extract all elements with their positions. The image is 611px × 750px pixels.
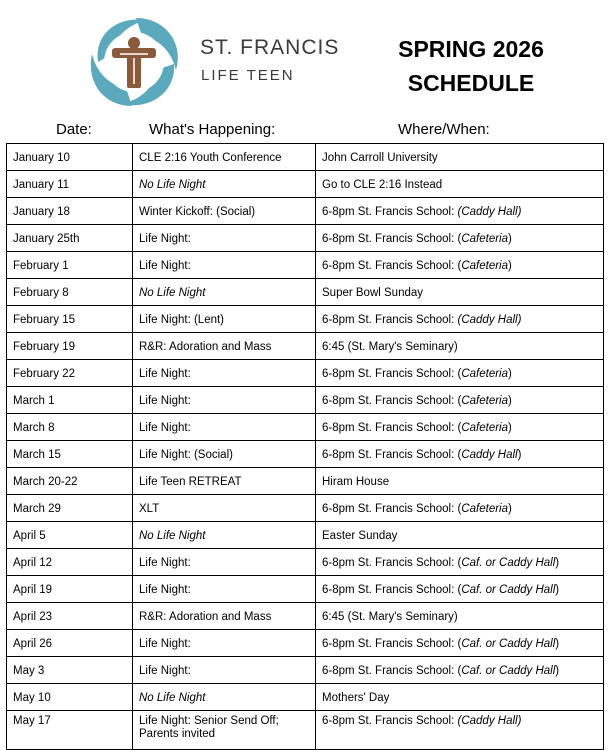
date-cell: March 29 [7, 495, 133, 522]
schedule-table [6, 143, 604, 750]
table-row [7, 576, 604, 603]
event-cell: Life Night: (Lent) [133, 306, 316, 333]
location-cell [316, 252, 604, 279]
room-name: (Caddy Hall) [457, 715, 522, 727]
event-cell: Life Night: [133, 630, 316, 657]
table-row [7, 468, 604, 495]
table-row [7, 306, 604, 333]
room-name: Cafeteria [461, 259, 508, 272]
room-name: (Caddy Hall) [457, 313, 522, 326]
location-cell [316, 198, 604, 225]
table-row [7, 387, 604, 414]
location-text: 6-8pm St. Francis School: ( [322, 367, 462, 380]
room-name: (Caddy Hall) [457, 205, 522, 218]
event-cell: XLT [133, 495, 316, 522]
event-cell: No Life Night [133, 684, 316, 711]
date-cell: May 3 [7, 657, 133, 684]
event-cell: Life Night: [133, 657, 316, 684]
location-cell [316, 441, 604, 468]
org-name: ST. FRANCIS [200, 36, 340, 59]
date-cell: March 20-22 [7, 468, 133, 495]
location-cell [316, 333, 604, 360]
location-cell [316, 603, 604, 630]
column-headers [0, 121, 611, 141]
event-cell: Winter Kickoff: (Social) [133, 198, 316, 225]
date-cell: February 19 [7, 333, 133, 360]
event-cell: R&R: Adoration and Mass [133, 603, 316, 630]
table-row [7, 684, 604, 711]
date-cell: April 23 [7, 603, 133, 630]
location-cell [316, 576, 604, 603]
title-line-1: SPRING 2026 [398, 36, 544, 62]
location-cell [316, 684, 604, 711]
date-cell: February 15 [7, 306, 133, 333]
location-cell [316, 279, 604, 306]
table-row [7, 495, 604, 522]
room-name: Cafeteria [461, 394, 508, 407]
location-text: 6-8pm St. Francis School: [322, 313, 458, 326]
org-subtitle: LIFE TEEN [201, 67, 295, 84]
location-text: 6:45 (St. Mary's Seminary) [322, 340, 458, 353]
table-row [7, 252, 604, 279]
date-cell: March 8 [7, 414, 133, 441]
table-row [7, 657, 604, 684]
table-row [7, 279, 604, 306]
date-cell: January 11 [7, 171, 133, 198]
room-name: Cafeteria [461, 421, 508, 434]
location-cell [316, 360, 604, 387]
table-row [7, 171, 604, 198]
location-cell [316, 468, 604, 495]
room-name: Cafeteria [461, 502, 508, 515]
date-cell: May 17 [7, 711, 133, 750]
room-name: Caf. or Caddy Hall [461, 556, 556, 569]
date-cell: February 8 [7, 279, 133, 306]
location-cell [316, 711, 604, 750]
tau-cross-head [128, 37, 140, 49]
location-text: 6-8pm St. Francis School: [322, 715, 458, 727]
location-text: 6-8pm St. Francis School: ( [322, 232, 462, 245]
date-cell: February 22 [7, 360, 133, 387]
location-text: Mothers' Day [322, 691, 390, 704]
location-text: 6-8pm St. Francis School: [322, 205, 458, 218]
event-cell: No Life Night [133, 522, 316, 549]
event-cell: Life Night: [133, 549, 316, 576]
room-name: Cafeteria [461, 232, 508, 245]
date-cell: March 15 [7, 441, 133, 468]
table-row [7, 603, 604, 630]
date-cell: February 1 [7, 252, 133, 279]
location-suffix: ) [508, 421, 512, 434]
event-cell: Life Night: [133, 387, 316, 414]
location-suffix: ) [555, 664, 560, 677]
room-name: Caf. or Caddy Hall [461, 583, 556, 596]
event-cell: No Life Night [133, 279, 316, 306]
location-text: 6-8pm St. Francis School: ( [322, 583, 462, 596]
location-cell [316, 414, 604, 441]
location-cell [316, 549, 604, 576]
location-text: 6-8pm St. Francis School: ( [322, 664, 462, 677]
title-line-2: SCHEDULE [407, 70, 535, 96]
event-cell: Life Night: (Social) [133, 441, 316, 468]
location-cell [316, 630, 604, 657]
room-name: Caf. or Caddy Hall [461, 664, 556, 677]
header-what: What's Happening: [149, 121, 276, 138]
location-text: 6-8pm St. Francis School: ( [322, 394, 462, 407]
table-row [7, 630, 604, 657]
location-text: 6-8pm St. Francis School: ( [322, 259, 462, 272]
room-name: Caddy Hall [461, 448, 518, 461]
location-text: 6-8pm St. Francis School: ( [322, 637, 462, 650]
table-row [7, 360, 604, 387]
org-name-block [200, 36, 339, 86]
date-cell: March 1 [7, 387, 133, 414]
header-date: Date: [56, 121, 92, 138]
location-text: Go to CLE 2:16 Instead [322, 178, 443, 191]
location-text: Hiram House [322, 475, 390, 488]
location-cell [316, 171, 604, 198]
table-row [7, 522, 604, 549]
location-cell [316, 657, 604, 684]
location-suffix: ) [555, 637, 560, 650]
location-suffix: ) [508, 259, 512, 272]
event-cell: Life Teen RETREAT [133, 468, 316, 495]
location-text: 6-8pm St. Francis School: ( [322, 448, 462, 461]
location-suffix: ) [555, 556, 560, 569]
room-name: Caf. or Caddy Hall [461, 637, 556, 650]
location-suffix: ) [508, 394, 512, 407]
location-text: 6-8pm St. Francis School: ( [322, 502, 462, 515]
location-text: 6-8pm St. Francis School: ( [322, 421, 462, 434]
date-cell: April 5 [7, 522, 133, 549]
location-text: Easter Sunday [322, 529, 398, 542]
location-text: 6:45 (St. Mary's Seminary) [322, 610, 458, 623]
event-cell: CLE 2:16 Youth Conference [133, 144, 316, 171]
event-cell: Life Night: [133, 414, 316, 441]
table-row [7, 225, 604, 252]
event-cell: Life Night: [133, 576, 316, 603]
location-cell [316, 144, 604, 171]
location-cell [316, 495, 604, 522]
location-text: Super Bowl Sunday [322, 286, 424, 299]
location-suffix: ) [508, 232, 512, 245]
location-cell [316, 225, 604, 252]
event-cell: No Life Night [133, 171, 316, 198]
location-text: 6-8pm St. Francis School: ( [322, 556, 462, 569]
date-cell: April 26 [7, 630, 133, 657]
event-cell: R&R: Adoration and Mass [133, 333, 316, 360]
date-cell: January 18 [7, 198, 133, 225]
location-suffix: ) [517, 448, 522, 461]
date-cell: January 10 [7, 144, 133, 171]
date-cell: January 25th [7, 225, 133, 252]
event-cell: Life Night: [133, 360, 316, 387]
event-cell: Life Night: [133, 252, 316, 279]
room-name: Cafeteria [461, 367, 508, 380]
date-cell: April 19 [7, 576, 133, 603]
table-row [7, 414, 604, 441]
event-cell: Life Night: Senior Send Off; Parents invited [133, 711, 316, 750]
location-suffix: ) [508, 367, 512, 380]
page-title [380, 32, 562, 100]
event-cell: Life Night: [133, 225, 316, 252]
table-row [7, 144, 604, 171]
table-row [7, 333, 604, 360]
table-row [7, 549, 604, 576]
location-cell [316, 522, 604, 549]
header-where: Where/When: [398, 121, 490, 138]
location-text: John Carroll University [322, 151, 438, 164]
date-cell: April 12 [7, 549, 133, 576]
location-cell [316, 387, 604, 414]
location-suffix: ) [508, 502, 512, 515]
date-cell: May 10 [7, 684, 133, 711]
table-row [7, 441, 604, 468]
location-cell [316, 306, 604, 333]
table-row [7, 198, 604, 225]
table-row [7, 711, 604, 750]
location-suffix: ) [555, 583, 560, 596]
st-francis-logo [84, 14, 184, 110]
